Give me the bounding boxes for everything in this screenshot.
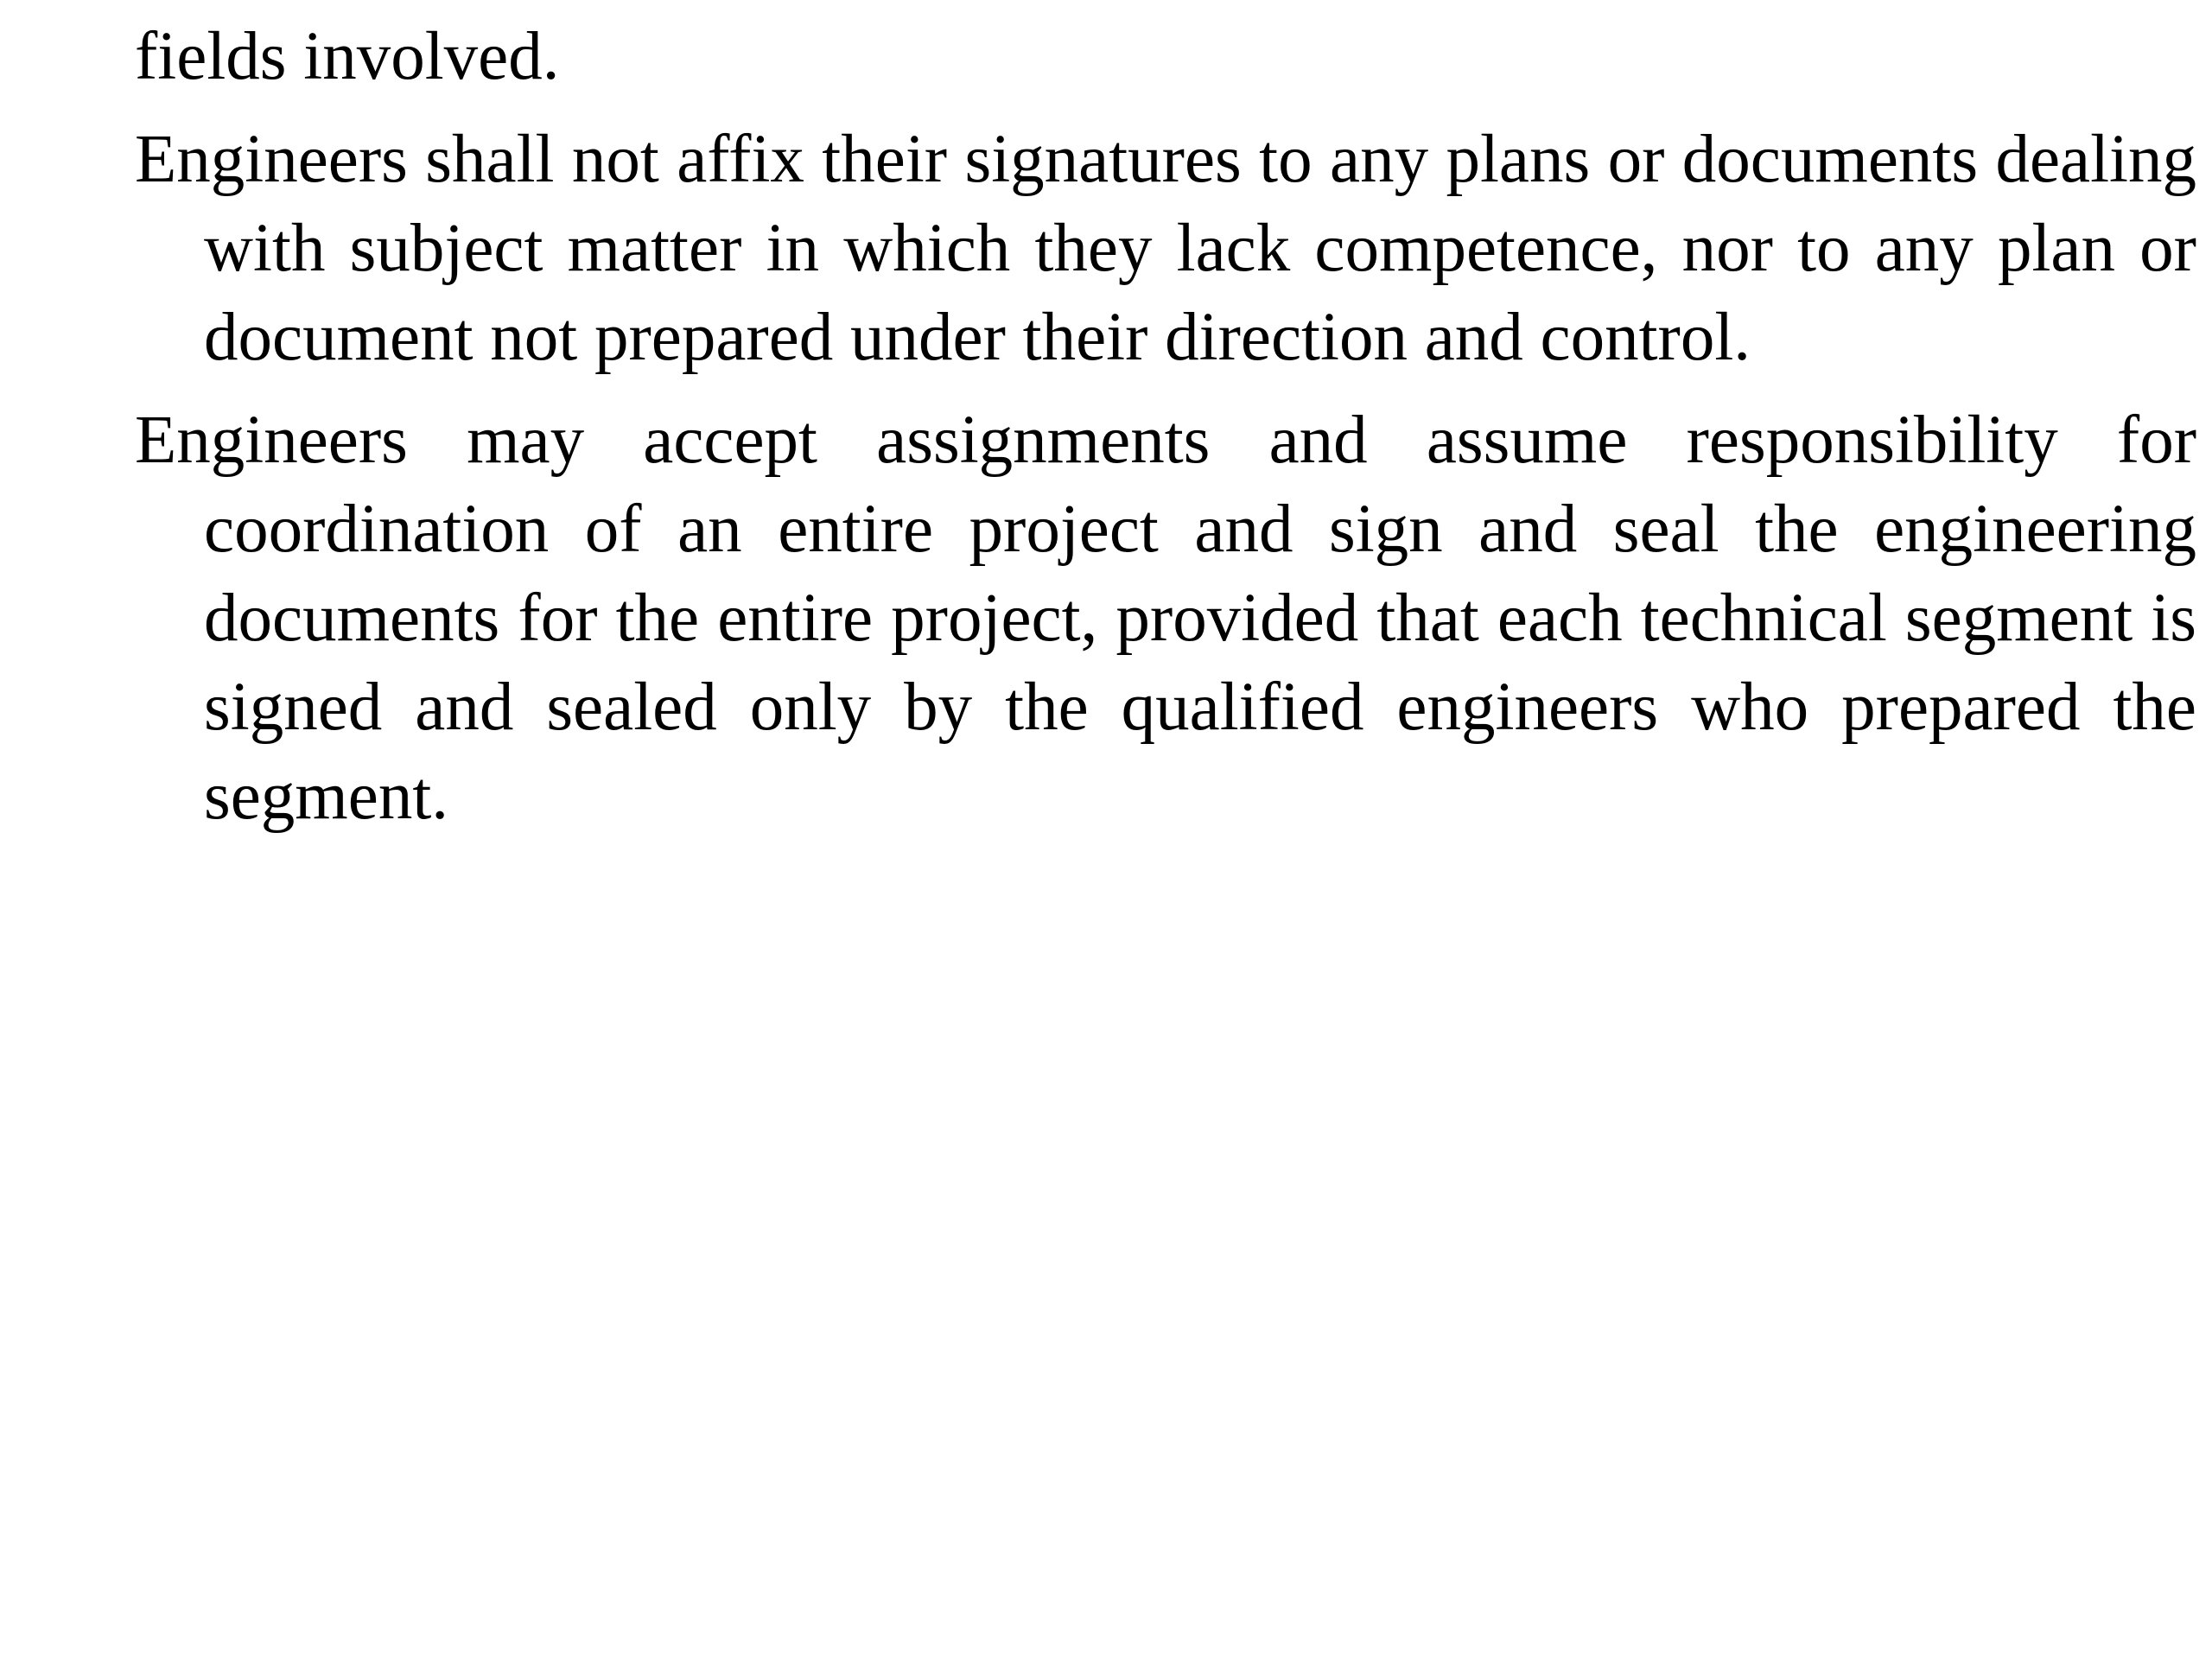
continuation-text: fields involved. xyxy=(135,19,560,94)
paragraph-signatures-competence: Engineers shall not affix their signatures to any plans or documents dealing with subject matter in which they lack competence, nor to any plan or document not prepared under their direction and control. xyxy=(135,122,2196,375)
document-page xyxy=(135,12,2196,855)
paragraph-project-coordination: Engineers may accept assignments and assume responsibility for coordination of an entire project and sign and seal the engineering documents for the entire project, provided that each technical segment is signed and sealed only by the qualified engineers who prepared the segment. xyxy=(135,403,2196,834)
